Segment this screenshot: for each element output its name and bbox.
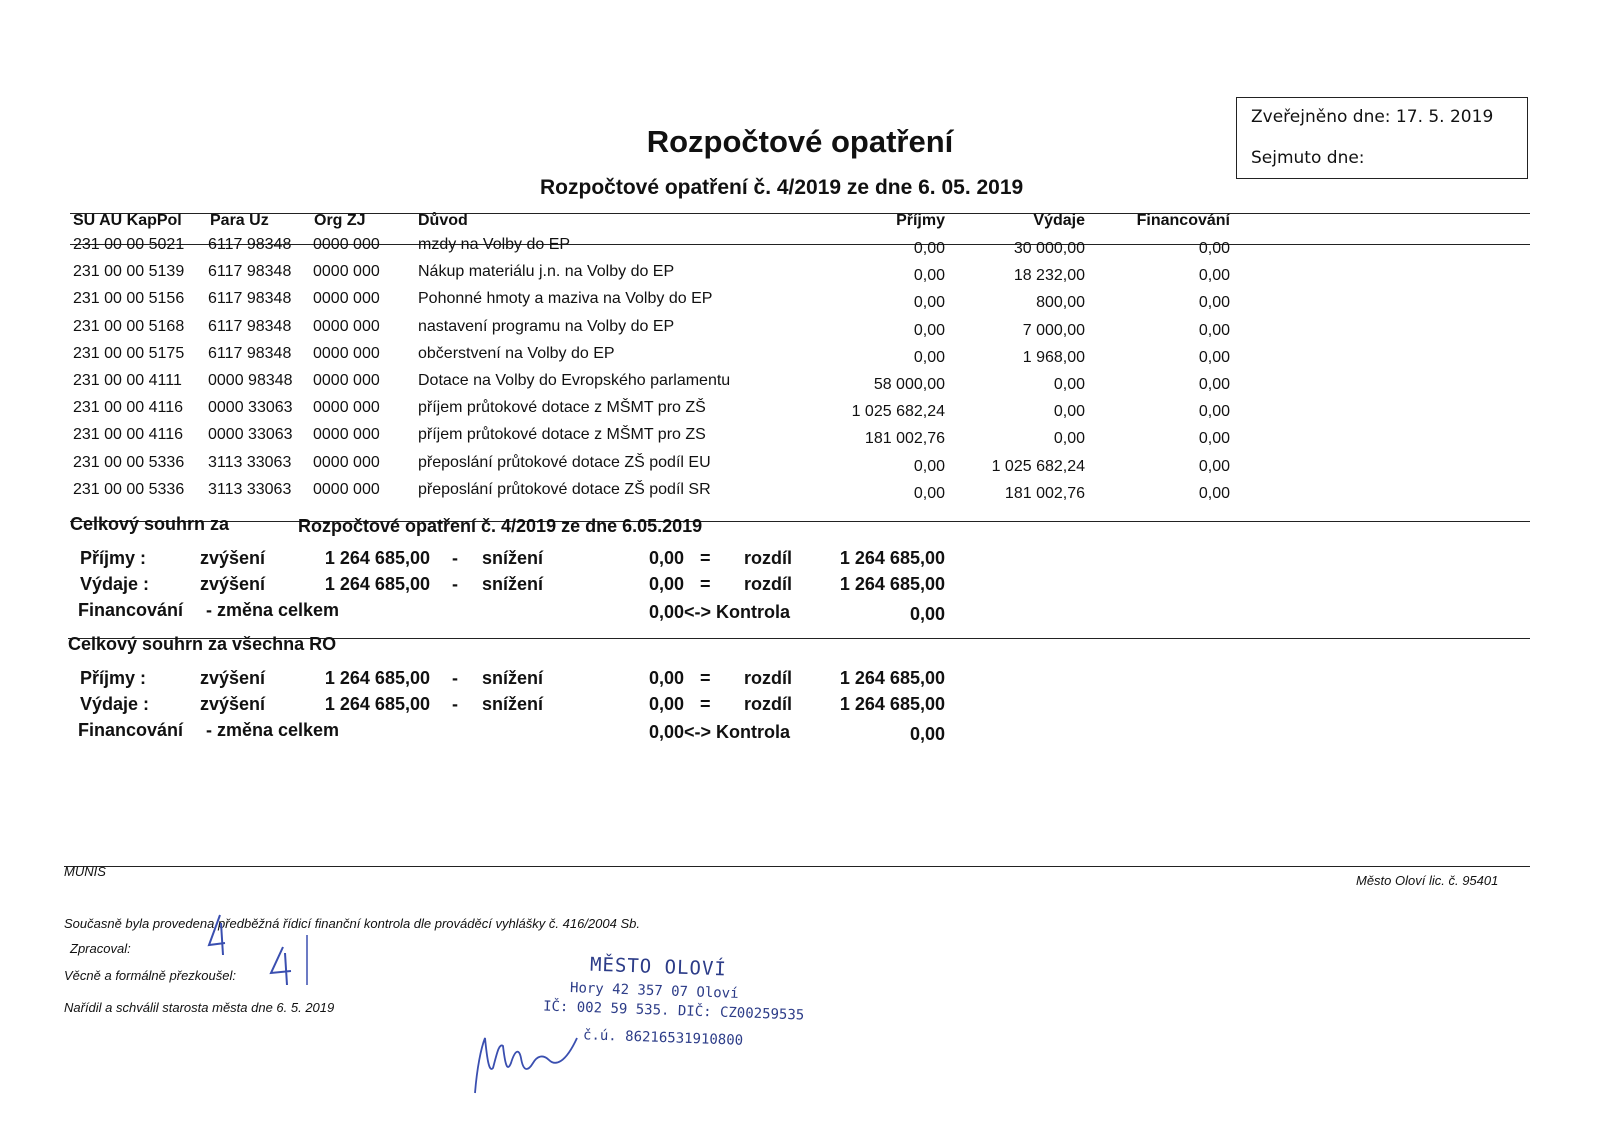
summary-diff-label: rozdíl <box>744 574 792 594</box>
summary-decrease-value: 0,00 <box>648 548 684 568</box>
summary-increase-label: zvýšení <box>200 548 266 568</box>
row-para-uz: 3113 33063 <box>208 453 292 471</box>
row-reason: občerstvení na Volby do EP <box>418 344 615 362</box>
summary-income-label: Příjmy : <box>80 668 147 688</box>
row-org-zj: 0000 000 <box>313 317 380 335</box>
row-income: 0,00 <box>913 240 945 257</box>
summary-financing-label: Financování <box>78 600 184 620</box>
row-financing: 0,00 <box>1198 294 1230 312</box>
initials-signature <box>195 905 325 985</box>
summary-expense-label: Výdaje : <box>80 574 150 594</box>
summary-equals-sign: = <box>700 668 711 688</box>
row-expense: 0,00 <box>1053 403 1085 421</box>
row-reason: příjem průtokové dotace z MŠMT pro ZS <box>418 426 706 444</box>
table-row <box>0 481 1600 508</box>
row-reason: příjem průtokové dotace z MŠMT pro ZŠ <box>418 399 706 417</box>
row-expense: 18 232,00 <box>1013 267 1085 285</box>
row-income: 0,00 <box>913 348 945 366</box>
summary-diff-label: rozdíl <box>744 694 792 714</box>
row-expense: 181 002,76 <box>1004 484 1085 502</box>
summary-increase-label: zvýšení <box>200 694 266 714</box>
row-expense: 1 025 682,24 <box>991 457 1085 475</box>
row-income: 0,00 <box>913 294 945 312</box>
summary-check-label: <-> Kontrola <box>684 602 791 622</box>
page-title: Rozpočtové opatření <box>646 124 954 159</box>
row-income: 0,00 <box>913 267 945 285</box>
row-para-uz: 0000 33063 <box>208 399 293 417</box>
table-row <box>0 345 1600 372</box>
summary-financing-label: Financování <box>78 720 184 740</box>
row-financing: 0,00 <box>1198 321 1230 339</box>
col-income: Příjmy <box>896 212 945 229</box>
control-note: Současně byla provedena předběžná řídicí finanční kontrola dle prováděcí vyhlášky č. 416/2004 Sb. <box>64 916 640 931</box>
row-org-zj: 0000 000 <box>313 290 380 308</box>
summary-increase-value: 1 264 685,00 <box>324 694 430 714</box>
stamp-account: č.ú. 86216531910800 <box>582 1027 744 1049</box>
header-top-rule <box>70 213 1530 214</box>
col-financing: Financování <box>1136 212 1230 229</box>
row-expense: 30 000,00 <box>1013 240 1085 257</box>
row-codes: 231 00 00 4116 <box>73 426 184 444</box>
row-org-zj: 0000 000 <box>313 236 380 253</box>
row-org-zj: 0000 000 <box>313 372 380 389</box>
summary-minus-sign: - <box>452 668 458 688</box>
summary-equals-sign: = <box>700 548 711 568</box>
col-org-zj: Org ZJ <box>314 212 366 229</box>
stamp-name: MĚSTO OLOVÍ <box>589 953 728 981</box>
row-income: 0,00 <box>913 484 945 502</box>
summary-decrease-label: snížení <box>482 574 544 594</box>
reviewed-by: Věcně a formálně přezkoušel: <box>64 968 236 983</box>
col-reason: Důvod <box>418 212 468 229</box>
row-reason: Nákup materiálu j.n. na Volby do EP <box>418 263 675 281</box>
summary-diff-value: 1 264 685,00 <box>839 548 945 568</box>
col-para-uz: Para Uz <box>210 212 269 229</box>
row-expense: 7 000,00 <box>1022 321 1085 339</box>
row-para-uz: 0000 98348 <box>208 372 293 389</box>
summary-equals-sign: = <box>700 694 711 714</box>
row-para-uz: 6117 98348 <box>208 236 292 253</box>
summary-income-label: Příjmy : <box>80 548 147 568</box>
summary-diff-value: 1 264 685,00 <box>839 694 945 714</box>
summary-check-label: <-> Kontrola <box>684 722 791 742</box>
summary2-heading: Celkový souhrn za všechna RO <box>68 634 337 654</box>
row-financing: 0,00 <box>1198 348 1230 366</box>
summary-diff-value: 1 264 685,00 <box>839 668 945 688</box>
row-financing: 0,00 <box>1198 457 1230 475</box>
table-row <box>0 372 1600 399</box>
row-org-zj: 0000 000 <box>313 453 380 471</box>
row-codes: 231 00 00 5156 <box>73 290 185 308</box>
row-org-zj: 0000 000 <box>313 426 380 444</box>
table-row <box>0 318 1600 345</box>
row-financing: 0,00 <box>1198 484 1230 502</box>
row-financing: 0,00 <box>1198 240 1230 257</box>
summary-change-label: - změna celkem <box>206 600 340 620</box>
row-para-uz: 0000 33063 <box>208 426 293 444</box>
summary-decrease-value: 0,00 <box>648 574 684 594</box>
row-para-uz: 6117 98348 <box>208 263 292 281</box>
row-financing: 0,00 <box>1198 430 1230 448</box>
summary-increase-label: zvýšení <box>200 574 266 594</box>
summary-increase-value: 1 264 685,00 <box>324 668 430 688</box>
summary-check-value: 0,00 <box>909 724 945 744</box>
row-reason: mzdy na Volby do EP <box>418 236 571 253</box>
stamp-address: Hory 42 357 07 Oloví <box>569 980 739 1002</box>
row-income: 0,00 <box>913 321 945 339</box>
row-codes: 231 00 00 5336 <box>73 453 185 471</box>
col-expense: Výdaje <box>1033 212 1085 229</box>
summary-diff-label: rozdíl <box>744 668 792 688</box>
summary-financing-value: 0,00 <box>648 722 684 742</box>
prepared-by: Zpracoval: <box>70 941 131 956</box>
summary-minus-sign: - <box>452 548 458 568</box>
row-reason: přeposlání průtokové dotace ZŠ podíl EU <box>418 453 711 471</box>
summary-diff-value: 1 264 685,00 <box>839 574 945 594</box>
row-financing: 0,00 <box>1198 376 1230 393</box>
summary-decrease-label: snížení <box>482 694 544 714</box>
row-org-zj: 0000 000 <box>313 344 380 362</box>
table-row <box>0 290 1600 317</box>
summary-equals-sign: = <box>700 574 711 594</box>
summary-expense-label: Výdaje : <box>80 694 150 714</box>
summary1-heading: Celkový souhrn za <box>70 514 230 534</box>
summary-increase-label: zvýšení <box>200 668 266 688</box>
table-row <box>0 454 1600 481</box>
summary-decrease-value: 0,00 <box>648 668 684 688</box>
summary-financing-value: 0,00 <box>648 602 684 622</box>
row-para-uz: 6117 98348 <box>208 344 292 362</box>
row-expense: 1 968,00 <box>1022 348 1085 366</box>
footer-rule <box>64 866 1530 867</box>
license-info: Město Oloví lic. č. 95401 <box>1356 873 1499 888</box>
table-row <box>0 426 1600 453</box>
row-para-uz: 3113 33063 <box>208 480 292 498</box>
table-row <box>0 399 1600 426</box>
table-row <box>0 263 1600 290</box>
row-codes: 231 00 00 5175 <box>73 344 185 362</box>
row-codes: 231 00 00 4116 <box>73 399 184 417</box>
software-name: MUNIS <box>64 864 106 879</box>
row-org-zj: 0000 000 <box>313 480 380 498</box>
row-income: 181 002,76 <box>864 430 945 448</box>
summary-decrease-value: 0,00 <box>648 694 684 714</box>
stamp-ids: IČ: 002 59 535. DIČ: CZ00259535 <box>542 998 805 1024</box>
row-codes: 231 00 00 5336 <box>73 480 185 498</box>
summary-check-value: 0,00 <box>909 604 945 624</box>
row-expense: 0,00 <box>1053 376 1085 393</box>
row-income: 0,00 <box>913 457 945 475</box>
row-reason: přeposlání průtokové dotace ZŠ podíl SR <box>418 480 711 498</box>
removed-date: Sejmuto dne: <box>1251 148 1365 168</box>
row-financing: 0,00 <box>1198 267 1230 285</box>
row-para-uz: 6117 98348 <box>208 317 292 335</box>
row-codes: 231 00 00 5139 <box>73 263 185 281</box>
table-row <box>0 236 1600 263</box>
document-subtitle: Rozpočtové opatření č. 4/2019 ze dne 6. 05. 2019 <box>540 176 1024 199</box>
summary-minus-sign: - <box>452 574 458 594</box>
summary-diff-label: rozdíl <box>744 548 792 568</box>
approval-note: Nařídil a schválil starosta města dne 6. 5. 2019 <box>64 1000 335 1015</box>
row-expense: 800,00 <box>1036 294 1085 312</box>
col-codes: SU AU KapPol <box>73 212 182 229</box>
row-org-zj: 0000 000 <box>313 399 380 417</box>
rows-bottom-rule <box>70 521 1530 522</box>
row-codes: 231 00 00 5168 <box>73 317 185 335</box>
row-financing: 0,00 <box>1198 403 1230 421</box>
row-codes: 231 00 00 5021 <box>73 236 185 253</box>
summary-increase-value: 1 264 685,00 <box>324 548 430 568</box>
row-income: 58 000,00 <box>873 376 945 393</box>
summary-decrease-label: snížení <box>482 548 544 568</box>
row-expense: 0,00 <box>1053 430 1085 448</box>
row-codes: 231 00 00 4111 <box>73 372 182 389</box>
row-reason: Dotace na Volby do Evropského parlamentu <box>418 372 731 389</box>
mayor-signature <box>465 1018 595 1098</box>
summary-minus-sign: - <box>452 694 458 714</box>
row-org-zj: 0000 000 <box>313 263 380 281</box>
row-reason: nastavení programu na Volby do EP <box>418 317 675 335</box>
row-income: 1 025 682,24 <box>851 403 945 421</box>
row-para-uz: 6117 98348 <box>208 290 292 308</box>
summary-decrease-label: snížení <box>482 668 544 688</box>
summary-change-label: - změna celkem <box>206 720 340 740</box>
summary1-doc: Rozpočtové opatření č. 4/2019 ze dne 6.05.2019 <box>298 516 703 536</box>
row-reason: Pohonné hmoty a maziva na Volby do EP <box>418 290 713 308</box>
published-date: Zveřejněno dne: 17. 5. 2019 <box>1251 107 1494 127</box>
summary-increase-value: 1 264 685,00 <box>324 574 430 594</box>
